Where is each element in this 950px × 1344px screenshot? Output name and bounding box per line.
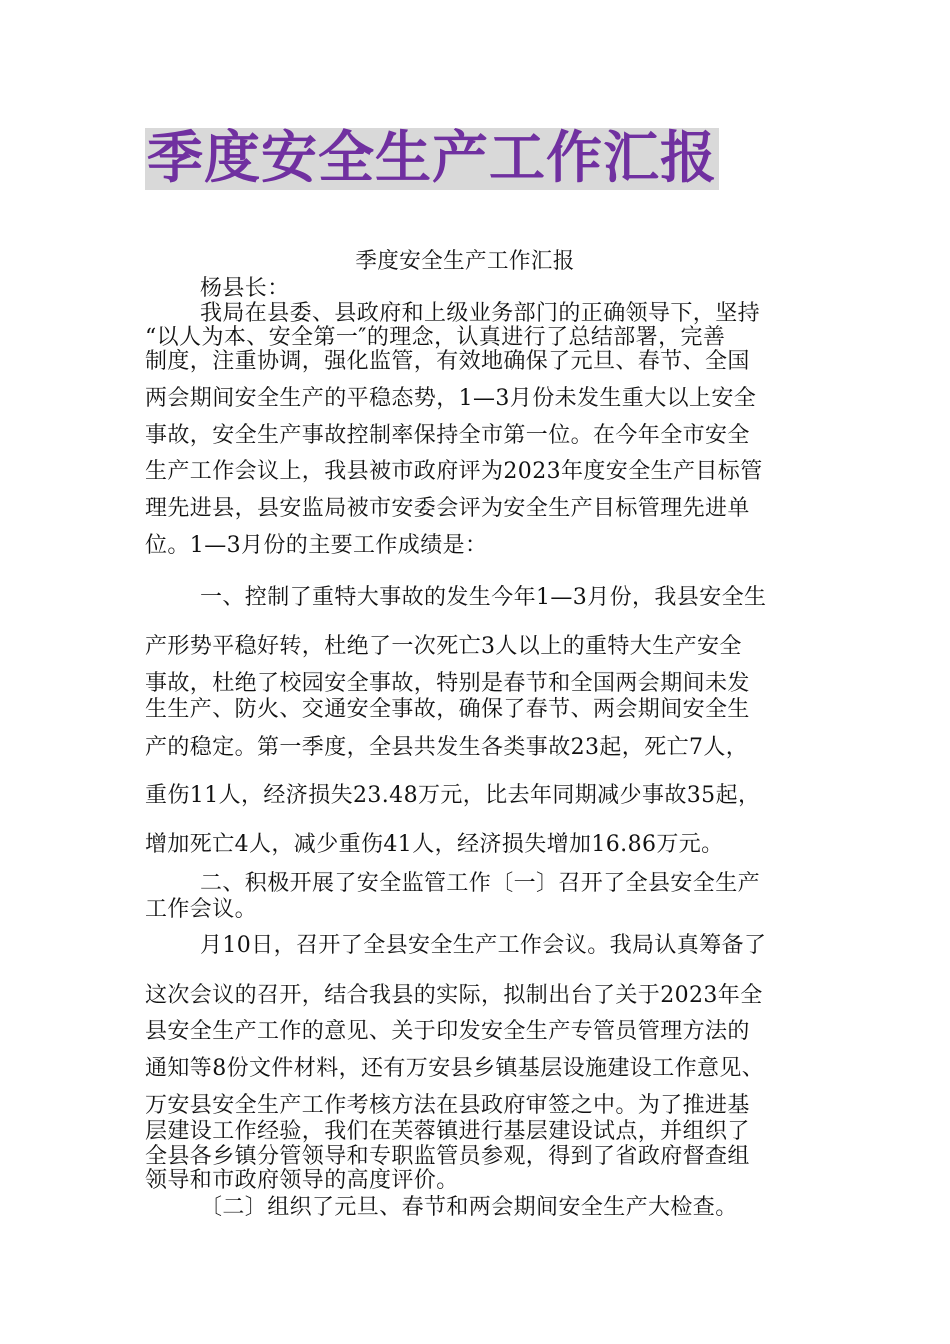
- document-subtitle: 季度安全生产工作汇报: [355, 249, 575, 274]
- paragraph-line: 这次会议的召开，结合我县的实际，拟制出台了关于2023年全: [145, 983, 763, 1008]
- paragraph-line: 位。1—3月份的主要工作成绩是：: [145, 533, 488, 558]
- paragraph-line: 工作会议。: [145, 897, 258, 922]
- paragraph-line: 事故，安全生产事故控制率保持全市第一位。在今年全市安全: [145, 423, 750, 448]
- paragraph-line: 增加死亡4人，减少重伤41人，经济损失增加16.86万元。: [145, 832, 724, 857]
- paragraph-line: 月10日，召开了全县安全生产工作会议。我局认真筹备了: [200, 933, 767, 958]
- paragraph-line: 通知等8份文件材料，还有万安县乡镇基层设施建设工作意见、: [145, 1056, 765, 1081]
- paragraph-line: 理先进县，县安监局被市安委会评为安全生产目标管理先进单: [145, 496, 750, 521]
- paragraph-line: 层建设工作经验，我们在芙蓉镇进行基层建设试点，并组织了: [145, 1119, 750, 1144]
- paragraph-line: 我局在县委、县政府和上级业务部门的正确领导下，坚持: [200, 301, 761, 326]
- paragraph-line: 产形势平稳好转，杜绝了一次死亡3人以上的重特大生产安全: [145, 634, 742, 659]
- paragraph-line: 领导和市政府领导的高度评价。: [145, 1168, 459, 1193]
- section-heading: 二、积极开展了安全监管工作〔一〕召开了全县安全生产: [200, 871, 761, 896]
- paragraph-line: 生产工作会议上，我县被市政府评为2023年度安全生产目标管: [145, 459, 763, 484]
- paragraph-line: “以人为本、安全第一″的理念，认真进行了总结部署，完善: [145, 325, 726, 350]
- section-heading: 〔二〕组织了元旦、春节和两会期间安全生产大检查。: [200, 1195, 738, 1220]
- paragraph-line: 一、控制了重特大事故的发生今年1—3月份，我县安全生: [200, 585, 767, 610]
- paragraph-line: 重伤11人，经济损失23.48万元，比去年同期减少事故35起，: [145, 783, 761, 808]
- document-title: 季度安全生产工作汇报: [147, 126, 717, 191]
- paragraph-line: 全县各乡镇分管领导和专职监管员参观，得到了省政府督查组: [145, 1144, 750, 1169]
- paragraph-line: 事故，杜绝了校园安全事故，特别是春节和全国两会期间未发: [145, 671, 750, 696]
- paragraph-line: 制度，注重协调，强化监管，有效地确保了元旦、春节、全国: [145, 349, 750, 374]
- paragraph-line: 产的稳定。第一季度，全县共发生各类事故23起，死亡7人，: [145, 735, 749, 760]
- paragraph-line: 万安县安全生产工作考核方法在县政府审签之中。为了推进基: [145, 1093, 750, 1118]
- paragraph-line: 县安全生产工作的意见、关于印发安全生产专管员管理方法的: [145, 1019, 750, 1044]
- salutation: 杨县长：: [200, 276, 290, 301]
- paragraph-line: 生生产、防火、交通安全事故，确保了春节、两会期间安全生: [145, 697, 750, 722]
- paragraph-line: 两会期间安全生产的平稳态势，1—3月份未发生重大以上安全: [145, 386, 757, 411]
